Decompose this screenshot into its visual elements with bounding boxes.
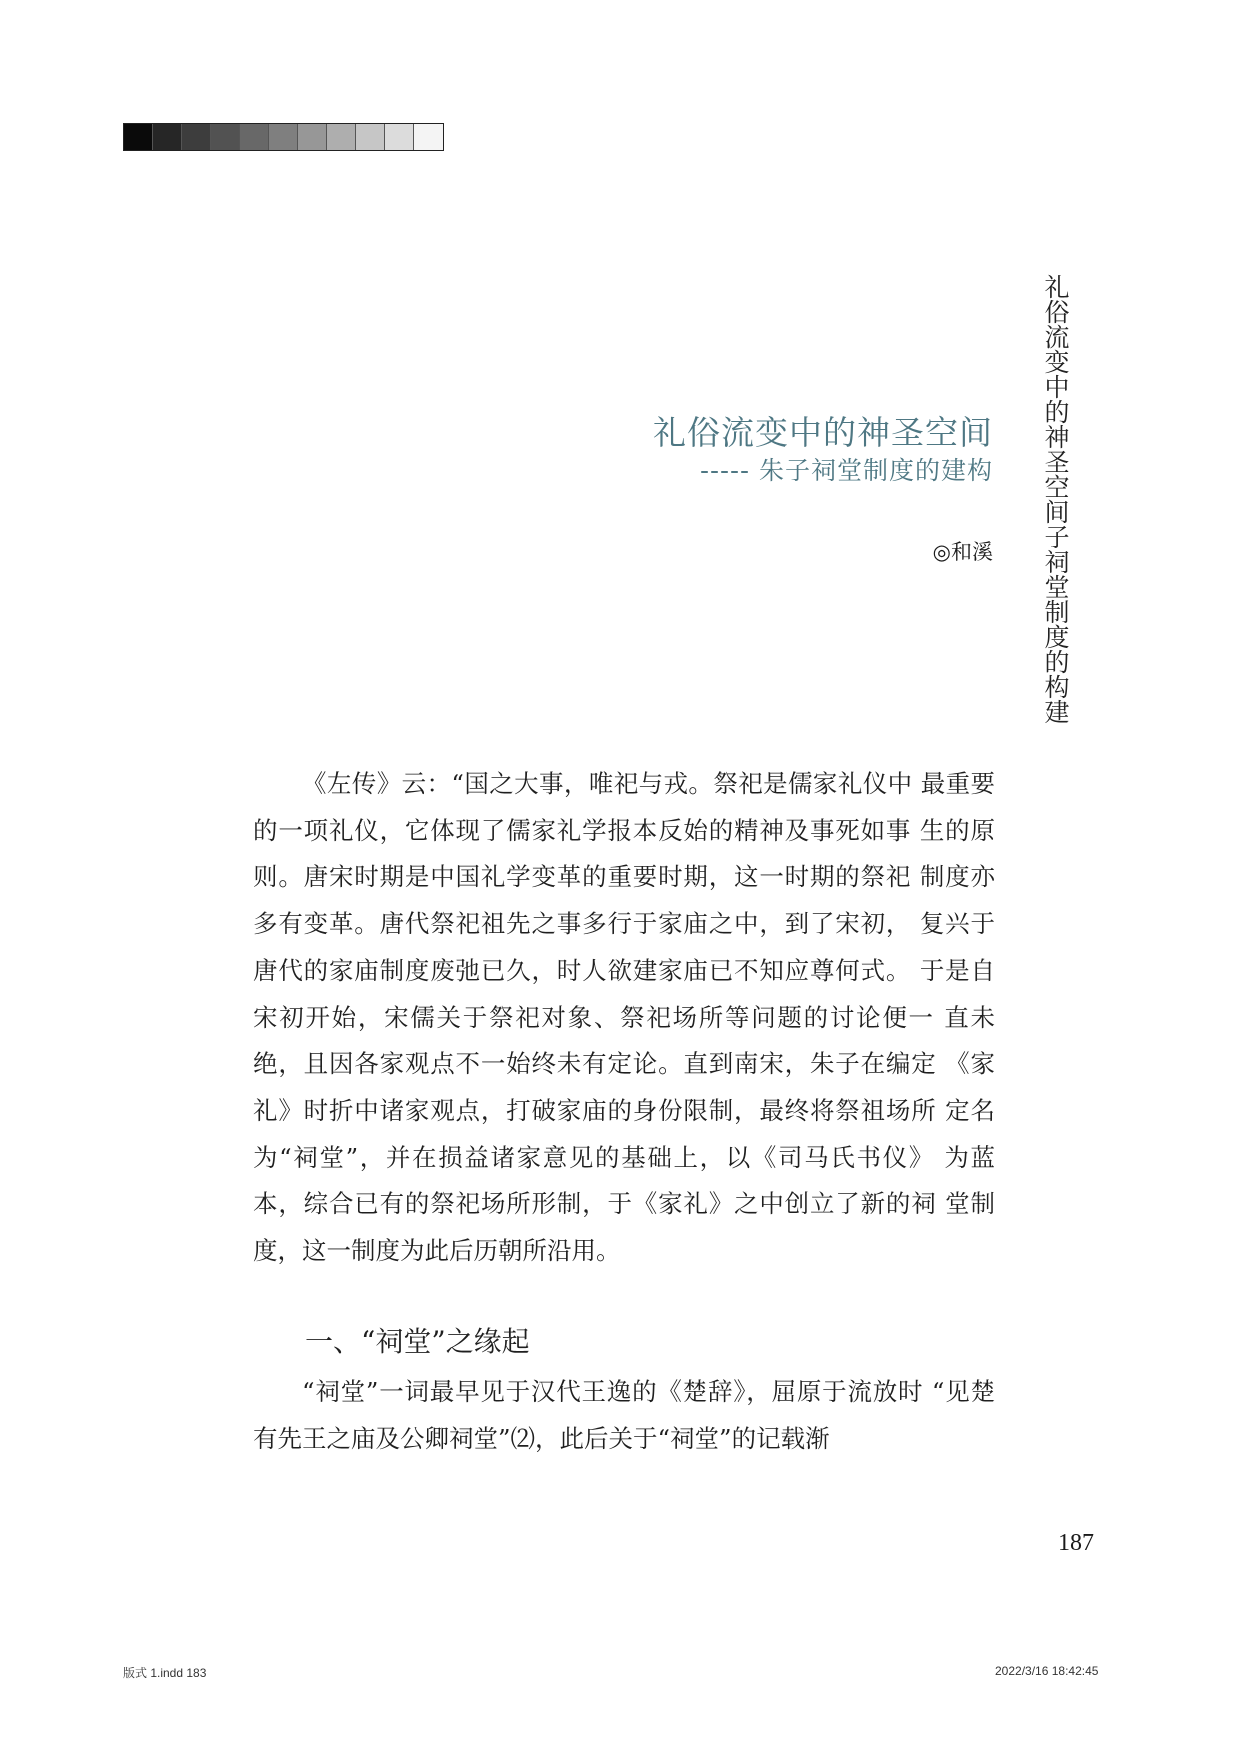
running-title: 礼俗流变中的神圣空间子祠堂制度的构建 — [1041, 274, 1070, 724]
intro-paragraph: 《左传》云：“国之大事，唯祀与戎。祭祀是儒家礼仪中 最重要的一项礼仪，它体现了儒家礼学报本反始的精神及事死如事 生的原则。唐宋时期是中国礼学变革的重要时期，这一时期的祭祀 制度亦多有变革。唐代祭祀祖先之事多行于家庙之中，到了宋初， 复兴于唐代的家庙制度废弛已久，时人欲建家庙已不知应尊何式。 于是自宋初开始，宋儒关于祭祀对象、祭祀场所等问题的讨论便一 直未绝，且因各家观点不一始终未有定论。直到南宋，朱子在编定 《家礼》时折中诸家观点，打破家庙的身份限制，最终将祭祖场所 定名为“祠堂”，并在损益诸家意见的基础上，以《司马氏书仪》 为蓝本，综合已有的祭祀场所形制，于《家礼》之中创立了新的祠 堂制度，这一制度为此后历朝所沿用。 — [253, 769, 995, 1266]
grayscale-calibration-strip — [123, 123, 444, 151]
gray-swatch-6 — [269, 124, 298, 150]
gray-swatch-2 — [153, 124, 182, 150]
gray-swatch-9 — [356, 124, 385, 150]
gray-swatch-4 — [211, 124, 240, 150]
gray-swatch-5 — [240, 124, 269, 150]
article-subtitle: ----- 朱子祠堂制度的建构 — [699, 456, 993, 485]
footer-file-label: 版式 1.indd 183 — [123, 1666, 207, 1680]
page-number: 187 — [1058, 1530, 1094, 1556]
gray-swatch-7 — [298, 124, 327, 150]
article-title: 礼俗流变中的神圣空间 — [653, 413, 993, 452]
section-heading: 一、“祠堂”之缘起 — [305, 1325, 530, 1358]
gray-swatch-11 — [414, 124, 443, 150]
title-block — [653, 412, 993, 488]
gray-swatch-3 — [182, 124, 211, 150]
gray-swatch-10 — [385, 124, 414, 150]
author-byline: ◎和溪 — [932, 540, 993, 564]
section-paragraph: “祠堂”一词最早见于汉代王逸的《楚辞》，屈原于流放时 “见楚有先王之庙及公卿祠堂”⑵，此后关于“祠堂”的记载渐 — [253, 1377, 995, 1453]
gray-swatch-1 — [124, 124, 153, 150]
gray-swatch-8 — [327, 124, 356, 150]
footer-timestamp: 2022/3/16 18:42:45 — [995, 1664, 1099, 1678]
